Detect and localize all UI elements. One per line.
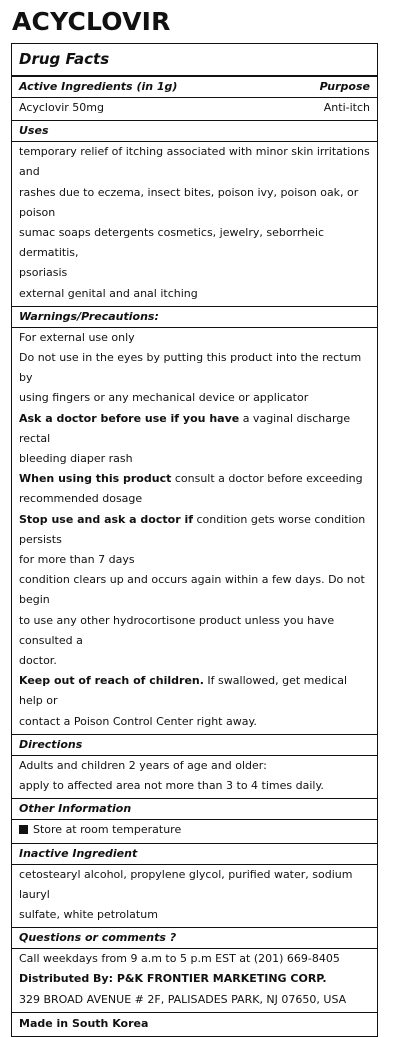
active-ingredients-header xyxy=(12,77,377,98)
made-in-text: Made in South Korea xyxy=(19,1016,149,1030)
directions-line: Adults and children 2 years of age and older: xyxy=(19,758,267,772)
uses-line: rashes due to eczema, insect bites, poison ivy, poison oak, or poison xyxy=(19,185,359,219)
directions-section xyxy=(12,734,377,798)
keep-out-line xyxy=(12,671,377,711)
directions-header: Directions xyxy=(12,735,377,756)
when-using-text: consult a doctor before exceeding xyxy=(171,472,363,486)
uses-section xyxy=(12,120,377,306)
active-ingredients-section xyxy=(12,75,377,120)
inactive-ingredient-section xyxy=(12,843,377,928)
directions-line: apply to affected area not more than 3 to 4 times daily. xyxy=(19,779,324,793)
ask-doctor-bold: Ask a doctor before use if you have xyxy=(19,411,240,425)
uses-line: sumac soaps detergents cosmetics, jewelry, seborrheic dermatitis, xyxy=(19,226,325,260)
stop-use-line xyxy=(12,510,377,550)
active-ingredients-label: Active Ingredients (in 1g) xyxy=(19,80,178,93)
warnings-section xyxy=(12,306,377,734)
do-not-use-line: Do not use in the eyes by putting this product into the rectum by xyxy=(19,351,362,385)
keep-out-bold: Keep out of reach of children. xyxy=(19,674,204,688)
purpose-label: Purpose xyxy=(319,80,370,93)
storage-line xyxy=(12,820,377,840)
other-information-header: Other Information xyxy=(12,799,377,820)
questions-section xyxy=(12,927,377,1012)
keep-out-text: If swallowed, get medical help or xyxy=(19,674,348,708)
do-not-use-line: using fingers or any mechanical device or applicator xyxy=(19,391,309,405)
stop-use-line: for more than 7 days xyxy=(19,553,135,567)
ask-doctor-line: bleeding diaper rash xyxy=(19,452,133,466)
distributor-line xyxy=(12,969,377,989)
ask-doctor-line xyxy=(12,409,377,449)
page-title: ACYCLOVIR xyxy=(12,7,171,36)
purpose-value: Anti-itch xyxy=(323,101,370,114)
when-using-bold: When using this product xyxy=(19,472,172,486)
questions-header: Questions or comments ? xyxy=(12,928,377,949)
stop-use-line: to use any other hydrocortisone product unless you have consulted a xyxy=(19,613,335,647)
active-ingredient-row xyxy=(12,98,377,118)
made-in-section xyxy=(12,1012,377,1036)
distributor-name: Distributed By: P&K FRONTIER MARKETING CORP. xyxy=(19,972,327,986)
stop-use-text: condition gets worse condition persists xyxy=(19,512,366,546)
address-line: 329 BROAD AVENUE # 2F, PALISADES PARK, NJ 07650, USA xyxy=(19,992,347,1006)
ask-doctor-text: a vaginal discharge rectal xyxy=(19,411,351,445)
uses-line: psoriasis xyxy=(19,266,68,280)
when-using-line xyxy=(12,469,377,489)
stop-use-line: doctor. xyxy=(19,654,57,668)
keep-out-line: contact a Poison Control Center right away. xyxy=(19,714,257,728)
when-using-line: recommended dosage xyxy=(19,492,143,506)
call-line: Call weekdays from 9 a.m to 5 p.m EST at (201) 669-8405 xyxy=(19,952,340,966)
storage-text: Store at room temperature xyxy=(33,823,182,837)
drug-facts-heading-section xyxy=(12,44,377,75)
stop-use-line: condition clears up and occurs again within a few days. Do not begin xyxy=(19,573,365,607)
other-information-section xyxy=(12,798,377,842)
uses-header: Uses xyxy=(12,121,377,142)
square-bullet-icon xyxy=(19,825,28,834)
inactive-ingredient-line: sulfate, white petrolatum xyxy=(19,907,158,921)
stop-use-bold: Stop use and ask a doctor if xyxy=(19,512,194,526)
active-ingredient: Acyclovir 50mg xyxy=(19,101,105,114)
external-use-line: For external use only xyxy=(19,330,135,344)
drug-facts-heading: Drug Facts xyxy=(19,50,110,68)
uses-line: temporary relief of itching associated with minor skin irritations and xyxy=(19,145,370,179)
inactive-ingredient-line: cetostearyl alcohol, propylene glycol, purified water, sodium lauryl xyxy=(19,867,353,901)
inactive-ingredient-header: Inactive Ingredient xyxy=(12,844,377,865)
uses-line: external genital and anal itching xyxy=(19,286,198,300)
warnings-header: Warnings/Precautions: xyxy=(12,307,377,328)
drug-facts-panel xyxy=(11,43,378,1037)
